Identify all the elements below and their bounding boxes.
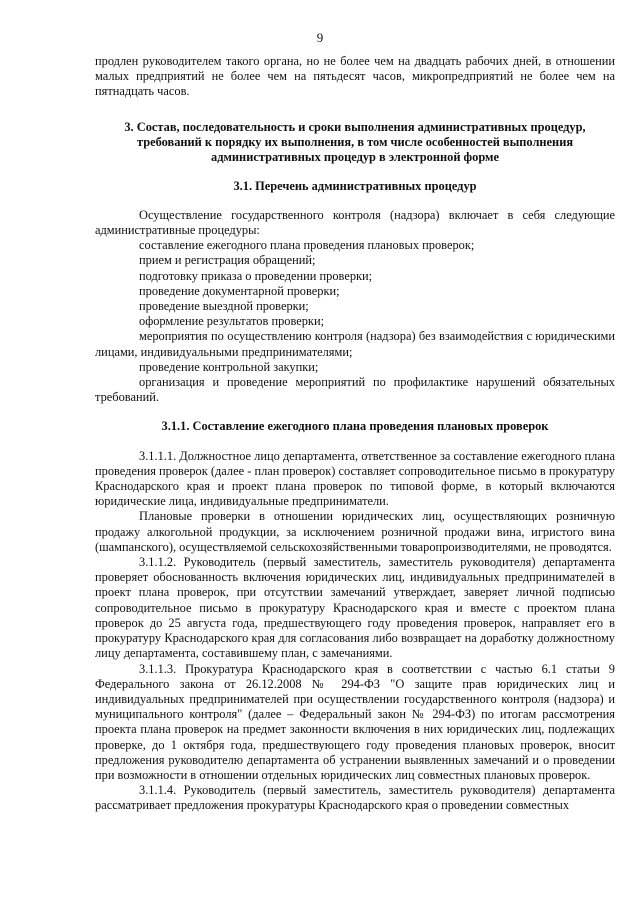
subsubsection-heading: 3.1.1. Составление ежегодного плана проведения плановых проверок — [161, 419, 549, 434]
document-body — [95, 54, 615, 814]
procedures-intro: Осуществление государственного контроля (надзора) включает в себя следующие административные процедуры: — [95, 207, 615, 238]
procedure-item: подготовку приказа о проведении проверки; — [139, 268, 373, 283]
procedure-item: оформление результатов проверки; — [139, 314, 325, 329]
paragraph: 3.1.1.3. Прокуратура Краснодарского края в соответствии с частью 6.1 статьи 9 Федерального закона от 26.12.2008 № 294-ФЗ "О защите прав юридических лиц и индивидуальных предпринимателей при осуществлении государственного контроля (надзора) и муниципального контроля" (далее – Федеральный закон № 294-ФЗ) по итогам рассмотрения проекта плана проверок на предмет законности включения в них юридических лиц, подлежащих проверке, до 1 октября года, предшествующего году проведения плановых проверок, вносит предложения руководителю департамента об устранении выявленных замечаний и о проведении при возможности в отношении отдельных юридических лиц совместных плановых проверок. — [95, 661, 615, 782]
procedure-item: мероприятия по осуществлению контроля (надзора) без взаимодействия с юридическими лицами, индивидуальными предпринимателями; — [95, 329, 615, 359]
intro-paragraph: продлен руководителем такого органа, но не более чем на двадцать рабочих дней, в отношении малых предприятий не более чем на пятьдесят часов, микропредприятий не более чем на пятнадцать часов. — [95, 54, 615, 99]
section-heading: 3. Состав, последовательность и сроки выполнения административных процедур, требований к порядку их выполнения, в том числе особенностей выполнения административных процедур в электронной форме — [124, 119, 586, 164]
procedure-item: проведение выездной проверки; — [139, 299, 309, 314]
paragraph: 3.1.1.1. Должностное лицо департамента, ответственное за составление ежегодного плана проведения проверок (далее - план проверок) составляет сопроводительное письмо в прокуратуру Краснодарского края и проект плана проверок по типовой форме, в который включаются юридические лица, индивидуальные предприниматели. — [95, 448, 615, 509]
page-number: 9 — [316, 30, 324, 45]
procedure-item: проведение документарной проверки; — [139, 283, 340, 298]
paragraph: 3.1.1.2. Руководитель (первый заместитель, заместитель руководителя) департамента проверяет обоснованность включения юридических лиц, индивидуальных предпринимателей в проект плана проверок, при отсутствии замечаний утверждает, заверяет личной подписью сопроводительное письмо в прокуратуру Краснодарского края и вместе с проектом плана проверок до 25 августа года, предшествующего году проведения проверок, направляет его в прокуратуру Краснодарского края для согласования либо возвращает на доработку должностному лицу департамента, составившему план, с замечаниями. — [95, 555, 615, 661]
procedure-item: проведение контрольной закупки; — [139, 359, 319, 374]
subsection-heading: 3.1. Перечень административных процедур — [233, 178, 477, 193]
procedure-item: прием и регистрация обращений; — [139, 253, 316, 268]
paragraph: Плановые проверки в отношении юридических лиц, осуществляющих розничную продажу алкогольной продукции, за исключением розничной продажи вина, игристого вина (шампанского), осуществляемой сельскохозяйственными товаропроизводителями, не проводятся. — [95, 509, 615, 554]
procedure-item: организация и проведение мероприятий по профилактике нарушений обязательных требований. — [95, 375, 615, 405]
procedure-item: составление ежегодного плана проведения плановых проверок; — [139, 238, 475, 253]
paragraph: 3.1.1.4. Руководитель (первый заместитель, заместитель руководителя) департамента рассматривает предложения прокуратуры Краснодарского края о проведении совместных — [95, 783, 615, 813]
